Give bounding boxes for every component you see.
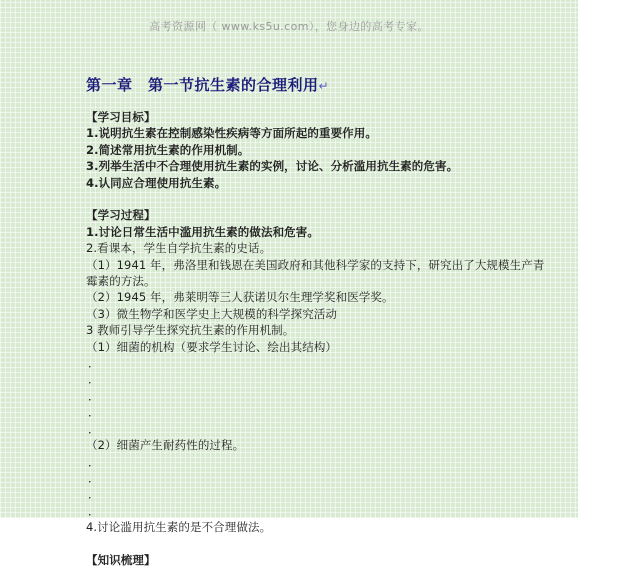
document-line: 1.讨论日常生活中滥用抗生素的做法和危害。 [86,224,319,239]
document-line: ． [88,503,100,518]
document-line [86,536,556,552]
paragraph-mark-icon: ↵ [318,79,330,93]
document-line: 1.说明抗生素在控制感染性疾病等方面所起的重要作用。 [86,126,377,141]
document-line: 4.认同应合理使用抗生素。 [86,175,227,190]
document-line: （2）1945 年，弗莱明等三人获诺贝尔生理学奖和医学奖。 [86,290,394,305]
document-line: ． [88,405,100,420]
document-line: 3 教师引导学生探究抗生素的作用机制。 [86,323,295,338]
document-line: （2）细菌产生耐药性的过程。 [86,438,245,453]
document-title [86,74,556,95]
document-line: （1）细菌的机构（要求学生讨论、绘出其结构） [86,339,338,354]
document-line: 3.列举生活中不合理使用抗生素的实例，讨论、分析滥用抗生素的危害。 [86,159,459,174]
document-line: ． [88,454,100,469]
document-line: ． [88,421,100,436]
watermark-text: 高考资源网（ www.ks5u.com），您身边的高考专家。 [149,20,429,33]
document-line: 4.讨论滥用抗生素的是不合理做法。 [86,520,272,535]
document-line: （1）1941 年，弗洛里和钱恩在美国政府和其他科学家的支持下，研究出了大规模生产青霉素的方法。 [86,257,545,289]
document-line [86,191,556,207]
document-line: ． [88,356,100,371]
document-line: ． [88,388,100,403]
document-line: ． [88,487,100,502]
document-line: 2.看课本，学生自学抗生素的史话。 [86,241,272,256]
page-right-margin [578,0,637,518]
document-lines [86,109,556,568]
document-line: （3）微生物学和医学史上大规模的科学探究活动 [86,306,338,321]
document-line: 【学习过程】 [86,208,156,223]
document-title-text: 第一章 第一节抗生素的合理利用 [86,76,319,94]
document-line: ． [88,470,100,485]
document-line: ． [88,372,100,387]
document-line: 【学习目标】 [86,110,156,124]
document-line: 2.简述常用抗生素的作用机制。 [86,142,250,157]
document-body [86,74,556,568]
document-line: 【知识梳理】 [86,552,156,567]
